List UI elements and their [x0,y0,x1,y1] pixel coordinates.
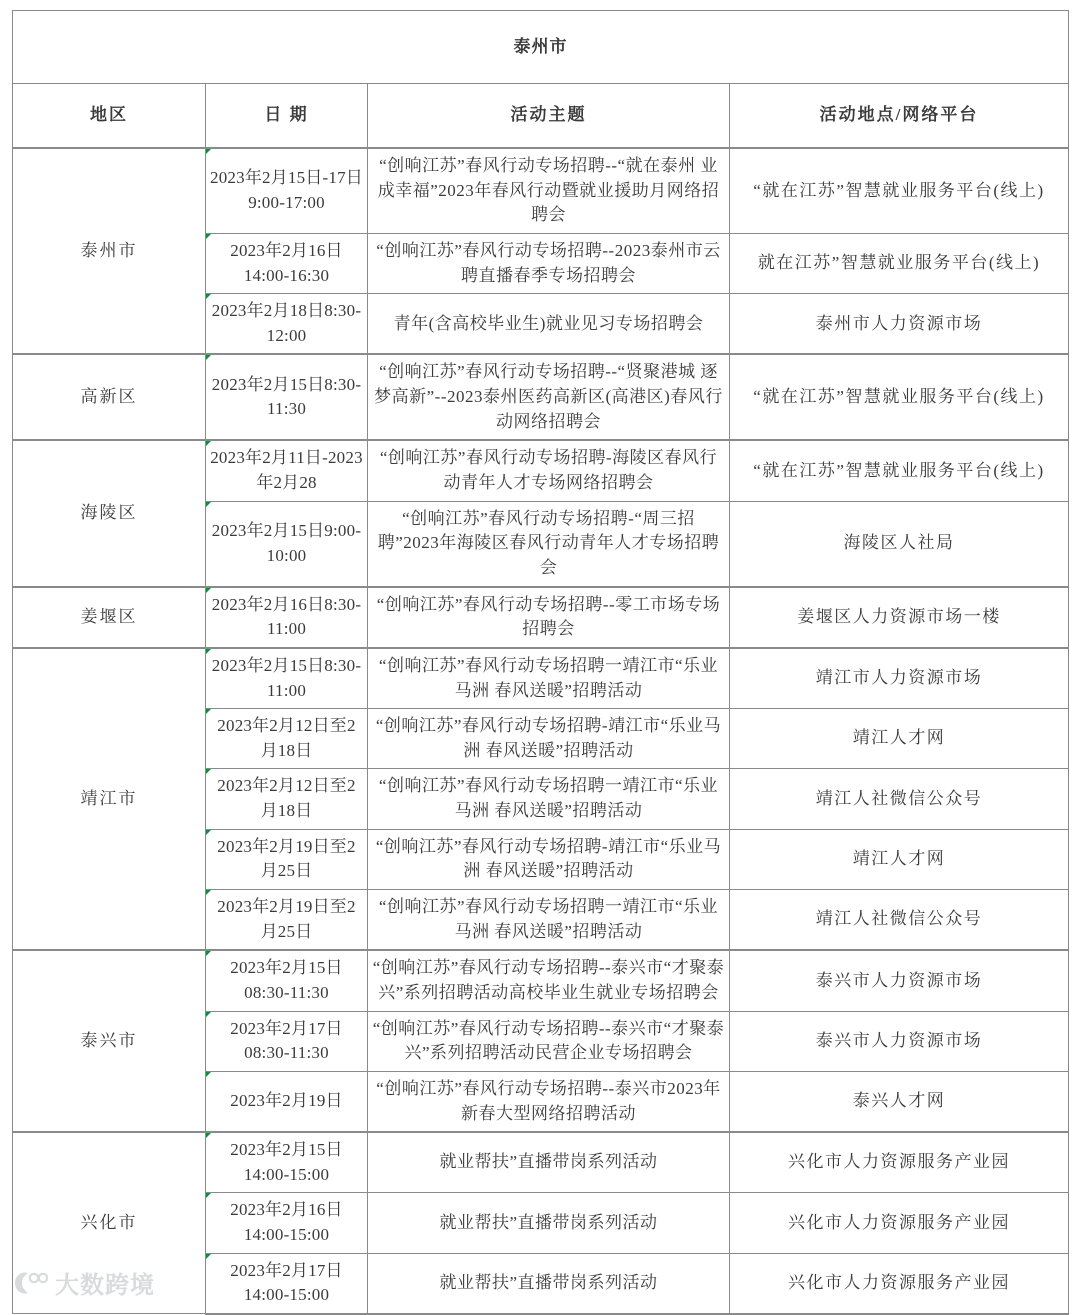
theme-cell: 就业帮扶”直播带岗系列活动 [368,1132,730,1193]
theme-cell: “创响江苏”春风行动专场招聘一靖江市“乐业马洲 春风送暖”招聘活动 [368,890,730,951]
place-cell: 泰兴市人力资源市场 [730,1011,1069,1071]
date-cell: 2023年2月15日8:30-11:30 [206,354,368,440]
date-cell: 2023年2月15日8:30-11:00 [206,648,368,709]
place-cell: 靖江人才网 [730,709,1069,769]
theme-cell: “创响江苏”春风行动专场招聘--2023泰州市云聘直播春季专场招聘会 [368,233,730,293]
activity-schedule-table [12,10,1069,1315]
date-cell: 2023年2月19日 [206,1071,368,1132]
date-cell: 2023年2月11日-2023年2月28 [206,440,368,501]
place-cell: “就在江苏”智慧就业服务平台(线上) [730,148,1069,233]
table-row [13,148,1069,233]
table-row [13,440,1069,501]
place-cell: 靖江人社微信公众号 [730,890,1069,951]
date-cell: 2023年2月15日-17日9:00-17:00 [206,148,368,233]
table-row [13,587,1069,648]
theme-cell: 就业帮扶”直播带岗系列活动 [368,1253,730,1314]
region-cell: 靖江市 [13,648,206,950]
place-cell: 靖江人才网 [730,829,1069,889]
theme-cell: “创响江苏”春风行动专场招聘--零工市场专场招聘会 [368,587,730,648]
table-row [13,354,1069,440]
column-header-theme: 活动主题 [368,84,730,149]
theme-cell: 就业帮扶”直播带岗系列活动 [368,1193,730,1253]
theme-cell: “创响江苏”春风行动专场招聘一靖江市“乐业马洲 春风送暖”招聘活动 [368,769,730,829]
place-cell: 泰兴人才网 [730,1071,1069,1132]
date-cell: 2023年2月15日08:30-11:30 [206,950,368,1011]
column-header-region: 地区 [13,84,206,149]
theme-cell: “创响江苏”春风行动专场招聘-海陵区春风行动青年人才专场网络招聘会 [368,440,730,501]
theme-cell: “创响江苏”春风行动专场招聘--泰兴市“才聚泰兴”系列招聘活动高校毕业生就业专场招聘会 [368,950,730,1011]
theme-cell: “创响江苏”春风行动专场招聘一靖江市“乐业马洲 春风送暖”招聘活动 [368,648,730,709]
theme-cell: 青年(含高校毕业生)就业见习专场招聘会 [368,294,730,355]
theme-cell: “创响江苏”春风行动专场招聘--“就在泰州 业成幸福”2023年春风行动暨就业援助月网络招聘会 [368,148,730,233]
place-cell: 靖江市人力资源市场 [730,648,1069,709]
date-cell: 2023年2月18日8:30-12:00 [206,294,368,355]
place-cell: 就在江苏”智慧就业服务平台(线上) [730,233,1069,293]
theme-cell: “创响江苏”春风行动专场招聘-靖江市“乐业马洲 春风送暖”招聘活动 [368,829,730,889]
date-cell: 2023年2月12日至2月18日 [206,769,368,829]
place-cell: 泰兴市人力资源市场 [730,950,1069,1011]
table-row [13,1132,1069,1193]
place-cell: 兴化市人力资源服务产业园 [730,1253,1069,1314]
place-cell: 兴化市人力资源服务产业园 [730,1132,1069,1193]
date-cell: 2023年2月19日至2月25日 [206,890,368,951]
region-cell: 兴化市 [13,1132,206,1314]
place-cell: “就在江苏”智慧就业服务平台(线上) [730,440,1069,501]
region-cell: 泰州市 [13,148,206,354]
place-cell: 海陵区人社局 [730,501,1069,586]
date-cell: 2023年2月16日8:30-11:00 [206,587,368,648]
date-cell: 2023年2月16日14:00-15:00 [206,1193,368,1253]
place-cell: 泰州市人力资源市场 [730,294,1069,355]
title-row [13,11,1069,84]
table-body [13,11,1069,1314]
date-cell: 2023年2月15日14:00-15:00 [206,1132,368,1193]
place-cell: 靖江人社微信公众号 [730,769,1069,829]
date-cell: 2023年2月15日9:00-10:00 [206,501,368,586]
column-header-place: 活动地点/网络平台 [730,84,1069,149]
column-header-date: 日 期 [206,84,368,149]
theme-cell: “创响江苏”春风行动专场招聘-靖江市“乐业马洲 春风送暖”招聘活动 [368,709,730,769]
region-cell: 姜堰区 [13,587,206,648]
date-cell: 2023年2月12日至2月18日 [206,709,368,769]
region-cell: 海陵区 [13,440,206,586]
theme-cell: “创响江苏”春风行动专场招聘-“周三招聘”2023年海陵区春风行动青年人才专场招聘会 [368,501,730,586]
date-cell: 2023年2月16日14:00-16:30 [206,233,368,293]
place-cell: “就在江苏”智慧就业服务平台(线上) [730,354,1069,440]
spreadsheet-sheet [12,10,1068,1315]
page-title: 泰州市 [13,11,1069,84]
header-row [13,84,1069,149]
date-cell: 2023年2月17日08:30-11:30 [206,1011,368,1071]
theme-cell: “创响江苏”春风行动专场招聘--“贤聚港城 逐梦高新”--2023泰州医药高新区(高港区)春风行动网络招聘会 [368,354,730,440]
theme-cell: “创响江苏”春风行动专场招聘--泰兴市“才聚泰兴”系列招聘活动民营企业专场招聘会 [368,1011,730,1071]
table-row [13,950,1069,1011]
theme-cell: “创响江苏”春风行动专场招聘--泰兴市2023年新春大型网络招聘活动 [368,1071,730,1132]
place-cell: 姜堰区人力资源市场一楼 [730,587,1069,648]
watermark-text: 大数跨境 [55,1272,155,1299]
date-cell: 2023年2月17日14:00-15:00 [206,1253,368,1314]
place-cell: 兴化市人力资源服务产业园 [730,1193,1069,1253]
table-row [13,648,1069,709]
region-cell: 泰兴市 [13,950,206,1132]
date-cell: 2023年2月19日至2月25日 [206,829,368,889]
region-cell: 高新区 [13,354,206,440]
